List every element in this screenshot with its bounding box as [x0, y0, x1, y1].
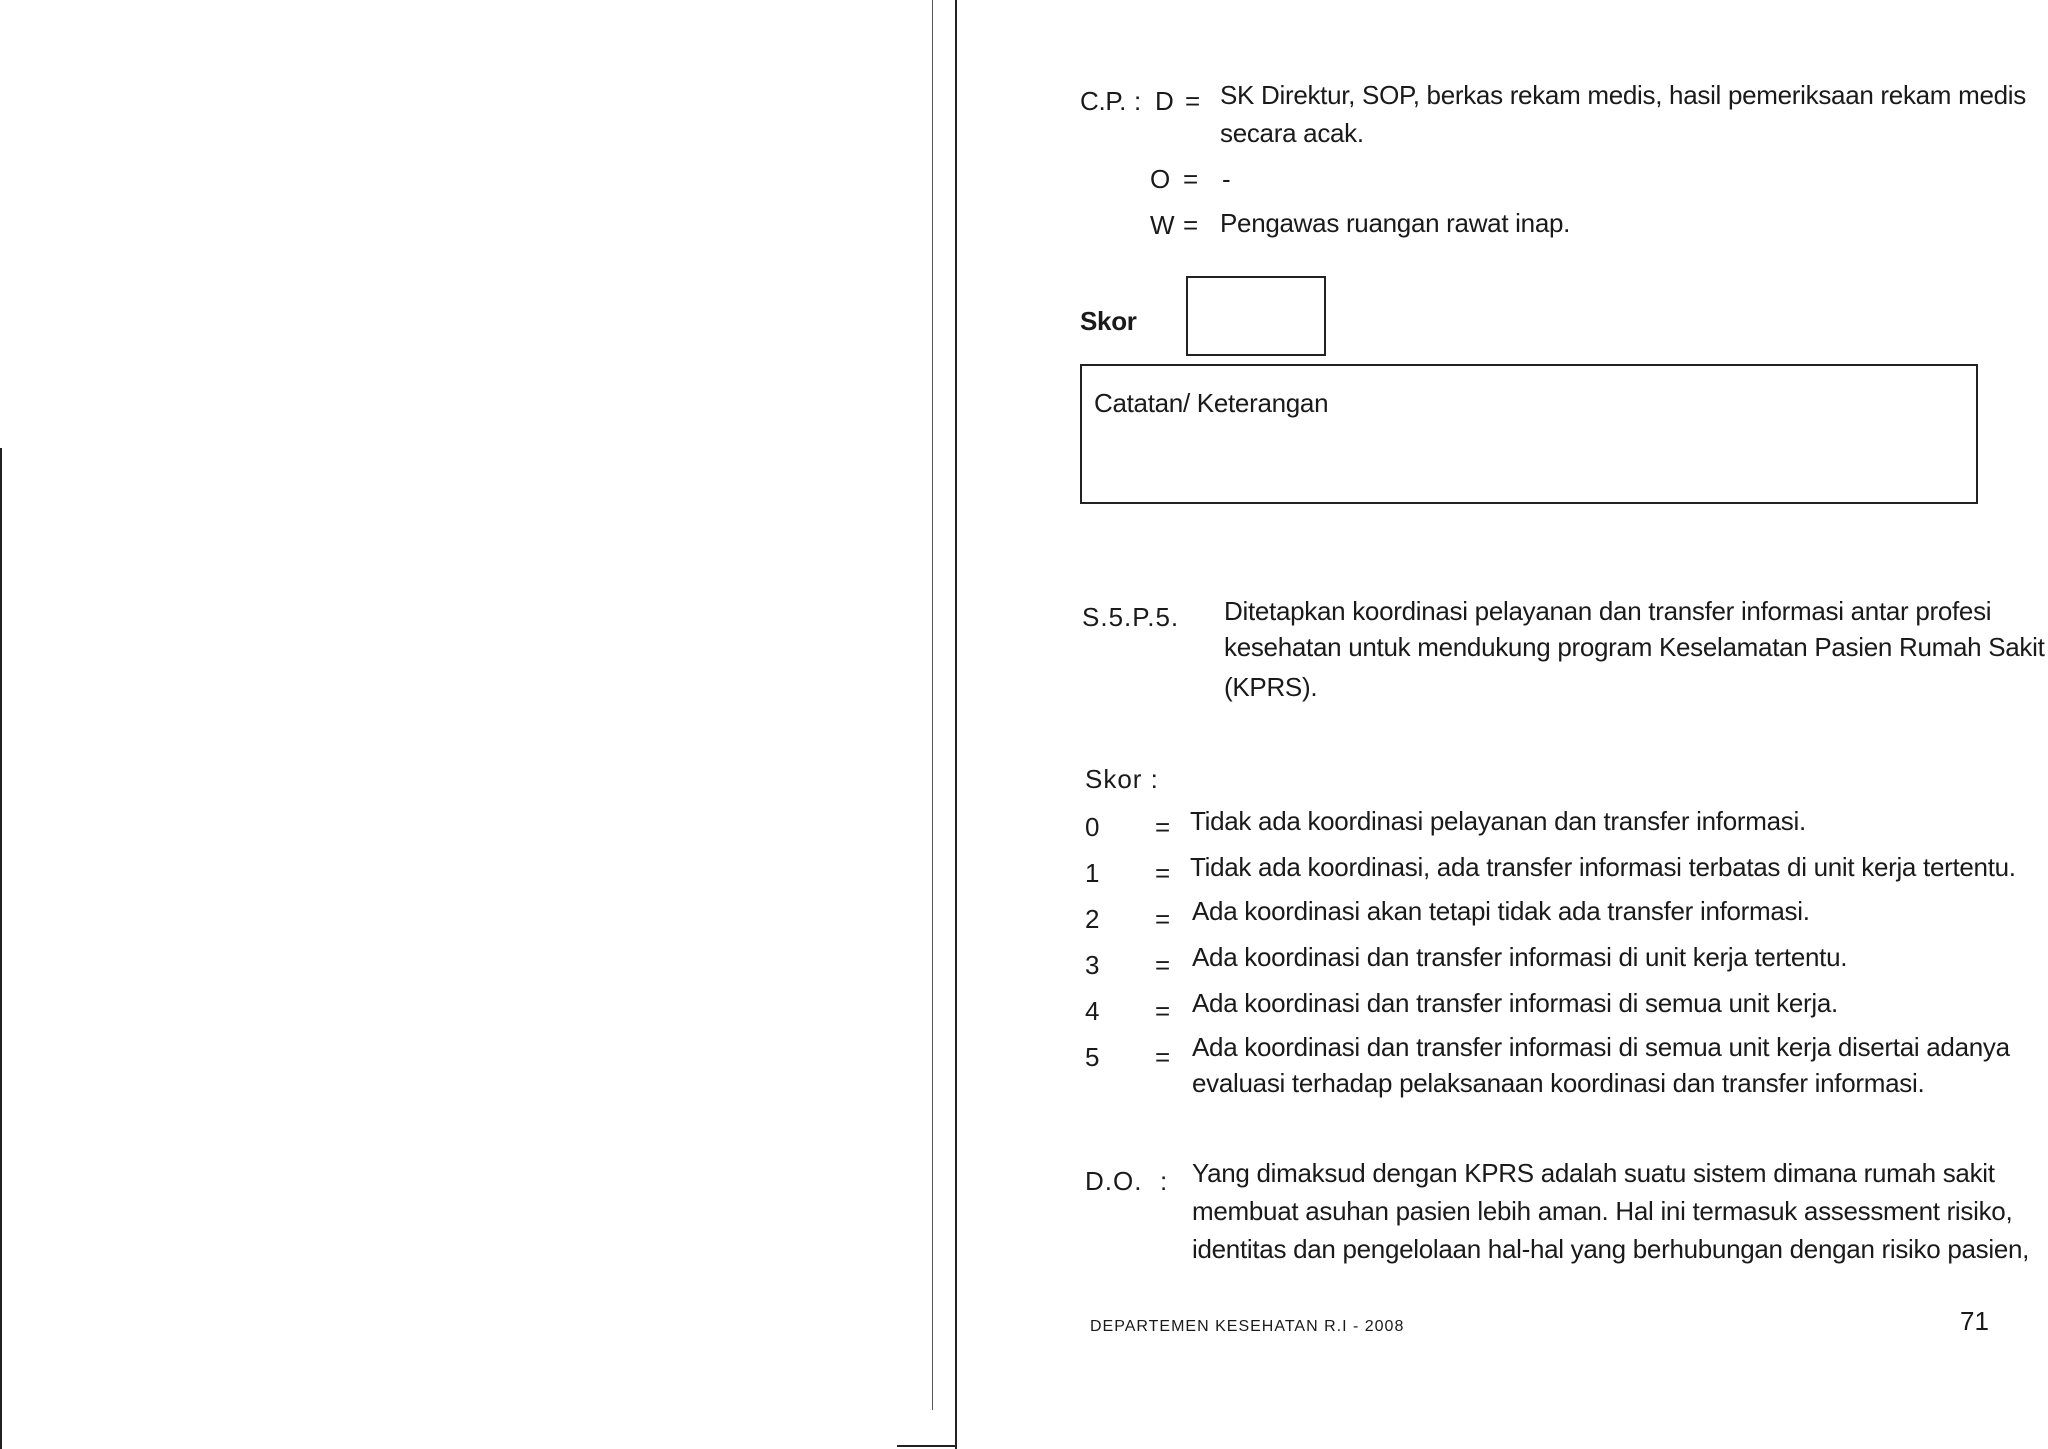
score-num-4: 4 — [1085, 996, 1100, 1026]
footer-publisher: DEPARTEMEN KESEHATAN R.I - 2008 — [1090, 1318, 1405, 1335]
score-eq-1: = — [1155, 858, 1170, 888]
cp-w-key: W — [1150, 210, 1175, 240]
do-line-3: identitas dan pengelolaan hal-hal yang berhubungan dengan risiko pasien, — [1192, 1234, 2030, 1264]
cp-o-key: O — [1150, 164, 1170, 194]
skor-input-box[interactable] — [1186, 276, 1326, 356]
cp-d-text-2: secara acak. — [1220, 118, 1364, 148]
binding-line-outer — [955, 0, 957, 1449]
standard-line-3: (KPRS). — [1224, 672, 1318, 702]
score-eq-4: = — [1155, 996, 1170, 1026]
score-text-2: Ada koordinasi akan tetapi tidak ada transfer informasi. — [1192, 896, 1810, 926]
score-text-1: Tidak ada koordinasi, ada transfer informasi terbatas di unit kerja tertentu. — [1190, 852, 2016, 882]
score-num-3: 3 — [1085, 950, 1100, 980]
cp-colon: : — [1134, 86, 1141, 116]
score-text-5-cont: evaluasi terhadap pelaksanaan koordinasi dan transfer informasi. — [1192, 1068, 1925, 1098]
score-text-5: Ada koordinasi dan transfer informasi di semua unit kerja disertai adanya — [1192, 1032, 2010, 1062]
standard-code: S.5.P.5. — [1082, 602, 1180, 632]
cp-label: C.P. — [1080, 86, 1127, 116]
score-text-3: Ada koordinasi dan transfer informasi di unit kerja tertentu. — [1192, 942, 1848, 972]
score-text-4: Ada koordinasi dan transfer informasi di semua unit kerja. — [1192, 988, 1838, 1018]
do-colon: : — [1160, 1166, 1167, 1196]
score-num-5: 5 — [1085, 1042, 1100, 1072]
score-num-1: 1 — [1085, 858, 1100, 888]
score-eq-5: = — [1155, 1042, 1170, 1072]
left-page-edge-line — [0, 448, 2, 1449]
scores-title: Skor : — [1085, 764, 1159, 794]
cp-d-eq: = — [1185, 86, 1200, 116]
skor-label: Skor — [1080, 306, 1137, 336]
cp-w-eq: = — [1183, 210, 1198, 240]
standard-line-1: Ditetapkan koordinasi pelayanan dan transfer informasi antar profesi — [1224, 596, 1992, 626]
binding-bottom-line — [897, 1445, 957, 1447]
score-num-2: 2 — [1085, 904, 1100, 934]
score-num-0: 0 — [1085, 812, 1100, 842]
page-number: 71 — [1960, 1306, 1989, 1336]
catatan-box[interactable] — [1080, 364, 1978, 504]
score-eq-0: = — [1155, 812, 1170, 842]
catatan-label: Catatan/ Keterangan — [1094, 388, 1329, 418]
score-text-0: Tidak ada koordinasi pelayanan dan transfer informasi. — [1190, 806, 1806, 836]
do-line-1: Yang dimaksud dengan KPRS adalah suatu sistem dimana rumah sakit — [1192, 1158, 1995, 1188]
score-eq-2: = — [1155, 904, 1170, 934]
score-eq-3: = — [1155, 950, 1170, 980]
cp-o-text: - — [1222, 164, 1231, 194]
cp-d-key: D — [1155, 86, 1174, 116]
do-line-2: membuat asuhan pasien lebih aman. Hal ini termasuk assessment risiko, — [1192, 1196, 2013, 1226]
standard-line-2: kesehatan untuk mendukung program Keselamatan Pasien Rumah Sakit — [1224, 632, 2045, 662]
cp-w-text: Pengawas ruangan rawat inap. — [1220, 208, 1571, 238]
do-label: D.O. — [1085, 1166, 1143, 1196]
cp-d-text-1: SK Direktur, SOP, berkas rekam medis, hasil pemeriksaan rekam medis — [1220, 80, 2026, 110]
binding-line-inner — [932, 0, 933, 1410]
cp-o-eq: = — [1183, 164, 1198, 194]
